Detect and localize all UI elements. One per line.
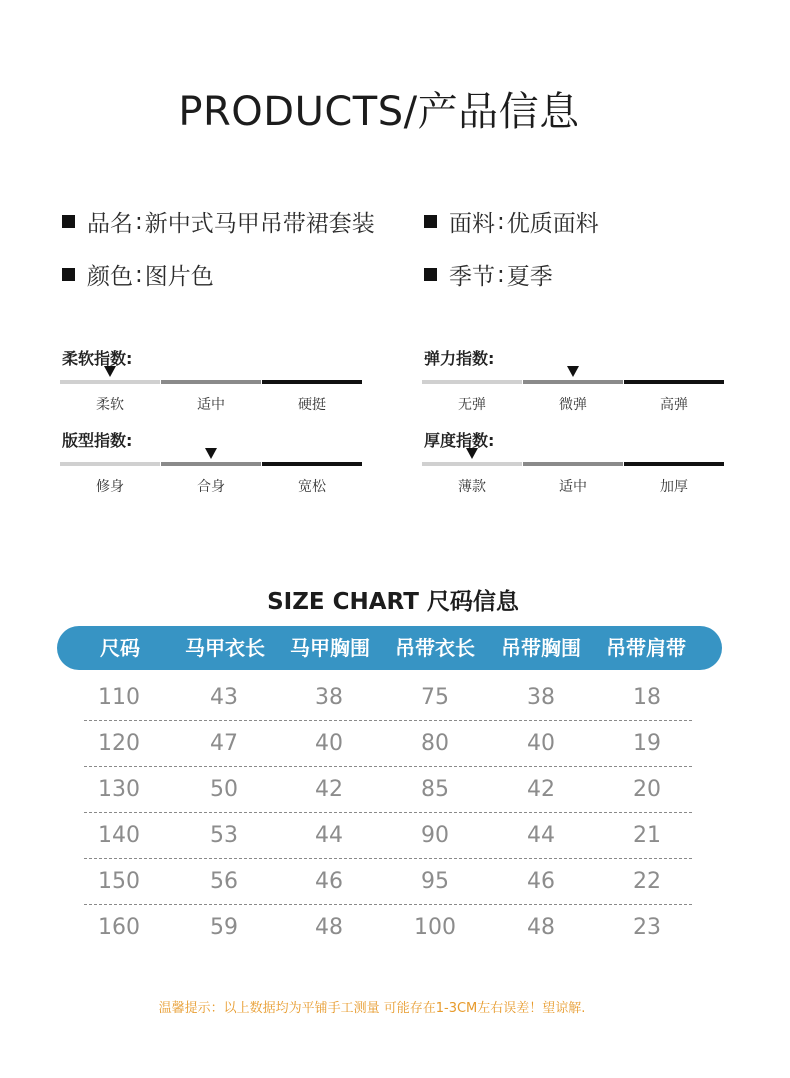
info-value: 图片色 — [144, 264, 214, 290]
table-cell: 47 — [210, 731, 238, 756]
info-item-season: 季节 : 夏季 — [424, 258, 553, 291]
table-row — [0, 905, 790, 951]
info-label: 面料 — [449, 211, 495, 237]
table-cell: 44 — [527, 823, 555, 848]
level-label: 无弹 — [458, 397, 486, 413]
level-bar-segment — [161, 380, 261, 384]
column-header: 吊带肩带 — [606, 636, 686, 660]
table-cell: 85 — [421, 777, 449, 802]
level-bar-segment — [422, 462, 522, 466]
table-cell: 130 — [98, 777, 140, 802]
table-cell: 110 — [98, 685, 140, 710]
table-cell: 23 — [633, 915, 661, 940]
level-bar-segment — [262, 462, 362, 466]
table-cell: 46 — [527, 869, 555, 894]
table-cell: 120 — [98, 731, 140, 756]
info-value: 夏季 — [506, 264, 553, 290]
column-header: 马甲衣长 — [185, 636, 265, 660]
info-item-fabric: 面料 : 优质面料 — [424, 205, 599, 238]
level-label: 适中 — [197, 397, 225, 413]
info-value: 新中式马甲吊带裙套装 — [144, 211, 375, 237]
info-label: 品名 — [87, 211, 133, 237]
table-cell: 80 — [421, 731, 449, 756]
table-cell: 40 — [315, 731, 343, 756]
level-label: 硬挺 — [298, 397, 326, 413]
square-bullet-icon — [424, 268, 437, 281]
column-header: 吊带胸围 — [501, 636, 581, 660]
table-cell: 160 — [98, 915, 140, 940]
table-cell: 75 — [421, 685, 449, 710]
table-cell: 48 — [527, 915, 555, 940]
index-label: 柔软指数: — [62, 349, 133, 368]
level-marker-icon — [466, 448, 478, 459]
table-cell: 53 — [210, 823, 238, 848]
level-bar-segment — [624, 462, 724, 466]
level-marker-icon — [104, 366, 116, 377]
level-label: 宽松 — [298, 479, 326, 495]
table-cell: 140 — [98, 823, 140, 848]
table-cell: 50 — [210, 777, 238, 802]
table-cell: 46 — [315, 869, 343, 894]
column-header: 吊带衣长 — [395, 636, 475, 660]
size-chart-title: SIZE CHART 尺码信息 — [267, 589, 519, 615]
level-bar-segment — [624, 380, 724, 384]
table-row — [0, 859, 790, 905]
level-bar-segment — [60, 462, 160, 466]
index-label: 版型指数: — [62, 431, 133, 450]
softness-index — [60, 346, 364, 416]
table-cell: 38 — [527, 685, 555, 710]
square-bullet-icon — [62, 215, 75, 228]
level-label: 微弹 — [559, 397, 587, 413]
table-row — [0, 767, 790, 813]
table-cell: 43 — [210, 685, 238, 710]
table-cell: 22 — [633, 869, 661, 894]
index-label: 厚度指数: — [424, 431, 495, 450]
square-bullet-icon — [62, 268, 75, 281]
table-cell: 42 — [527, 777, 555, 802]
table-cell: 59 — [210, 915, 238, 940]
level-label: 薄款 — [458, 479, 486, 495]
table-row — [0, 813, 790, 859]
table-cell: 21 — [633, 823, 661, 848]
info-value: 优质面料 — [506, 211, 599, 237]
table-cell: 90 — [421, 823, 449, 848]
level-label: 修身 — [96, 479, 124, 495]
table-cell: 18 — [633, 685, 661, 710]
level-bar-segment — [262, 380, 362, 384]
measurement-note: 温馨提示：以上数据均为平铺手工测量 可能存在1-3CM左右误差！望谅解. — [158, 1001, 586, 1016]
level-label: 合身 — [197, 479, 225, 495]
column-header: 马甲胸围 — [290, 636, 370, 660]
table-row — [0, 675, 790, 721]
table-cell: 44 — [315, 823, 343, 848]
level-bar-segment — [422, 380, 522, 384]
info-item-name: 品名 : 新中式马甲吊带裙套装 — [62, 205, 375, 238]
table-cell: 40 — [527, 731, 555, 756]
thickness-index — [422, 428, 726, 498]
size-table-header — [57, 626, 722, 670]
level-bar-segment — [161, 462, 261, 466]
table-cell: 19 — [633, 731, 661, 756]
level-marker-icon — [567, 366, 579, 377]
fit-index — [60, 428, 364, 498]
level-label: 高弹 — [660, 397, 688, 413]
level-bar-segment — [523, 462, 623, 466]
page-title: PRODUCTS/产品信息 — [178, 89, 580, 135]
level-label: 适中 — [559, 479, 587, 495]
table-row — [0, 721, 790, 767]
table-cell: 20 — [633, 777, 661, 802]
level-bar-segment — [60, 380, 160, 384]
elasticity-index — [422, 346, 726, 416]
table-cell: 48 — [315, 915, 343, 940]
table-cell: 42 — [315, 777, 343, 802]
table-cell: 95 — [421, 869, 449, 894]
table-cell: 56 — [210, 869, 238, 894]
info-item-color: 颜色 : 图片色 — [62, 258, 214, 291]
level-marker-icon — [205, 448, 217, 459]
table-cell: 38 — [315, 685, 343, 710]
level-bar-segment — [523, 380, 623, 384]
table-cell: 100 — [414, 915, 456, 940]
column-header: 尺码 — [100, 636, 140, 660]
table-cell: 150 — [98, 869, 140, 894]
index-label: 弹力指数: — [424, 349, 495, 368]
level-label: 加厚 — [660, 479, 688, 495]
square-bullet-icon — [424, 215, 437, 228]
level-label: 柔软 — [96, 397, 124, 413]
info-label: 季节 — [449, 264, 495, 290]
info-label: 颜色 — [87, 264, 133, 290]
